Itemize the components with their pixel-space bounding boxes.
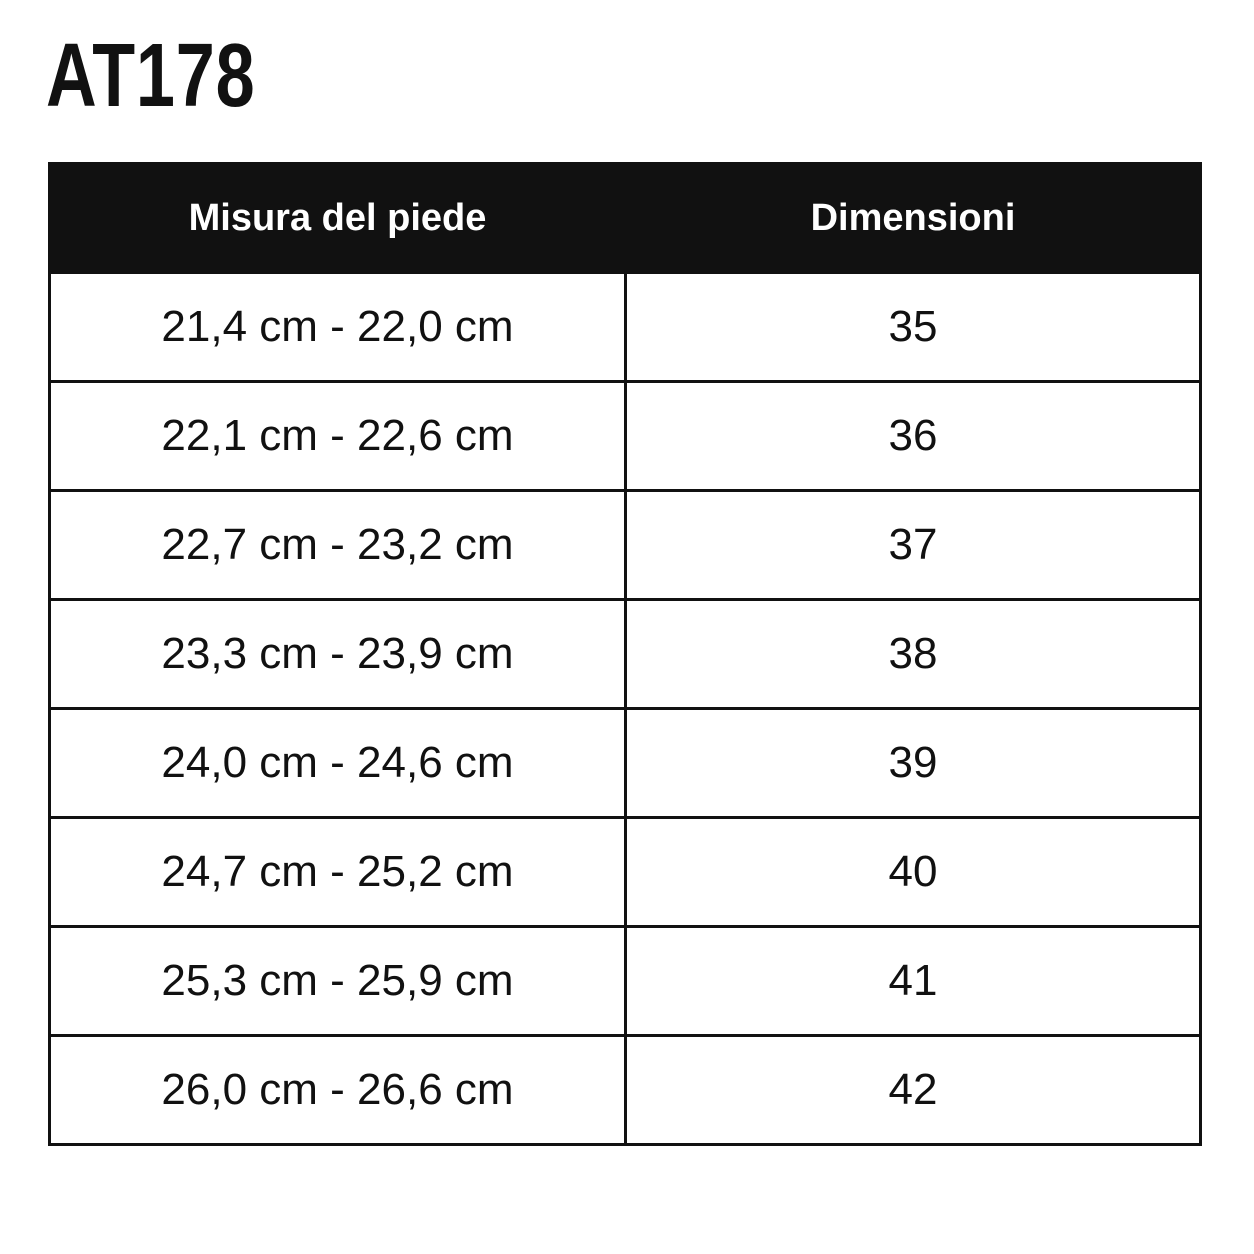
foot-measure-cell: 24,7 cm - 25,2 cm [50, 818, 626, 927]
foot-measure-cell: 26,0 cm - 26,6 cm [50, 1036, 626, 1145]
header-foot-measure: Misura del piede [50, 164, 626, 273]
foot-measure-cell: 22,1 cm - 22,6 cm [50, 382, 626, 491]
table-row [50, 382, 1201, 491]
size-table [48, 162, 1202, 1146]
table-row [50, 709, 1201, 818]
size-cell: 42 [626, 1036, 1201, 1145]
table-header [50, 164, 1201, 273]
foot-measure-cell: 24,0 cm - 24,6 cm [50, 709, 626, 818]
size-cell: 38 [626, 600, 1201, 709]
size-cell: 40 [626, 818, 1201, 927]
size-cell: 41 [626, 927, 1201, 1036]
size-cell: 36 [626, 382, 1201, 491]
table-body [50, 273, 1201, 1145]
foot-measure-cell: 23,3 cm - 23,9 cm [50, 600, 626, 709]
table-row [50, 600, 1201, 709]
foot-measure-cell: 25,3 cm - 25,9 cm [50, 927, 626, 1036]
table-row [50, 491, 1201, 600]
table-row [50, 818, 1201, 927]
table-row [50, 927, 1201, 1036]
page-title: AT178 [46, 26, 256, 126]
size-cell: 37 [626, 491, 1201, 600]
size-cell: 39 [626, 709, 1201, 818]
header-size: Dimensioni [626, 164, 1201, 273]
table-row [50, 273, 1201, 382]
size-cell: 35 [626, 273, 1201, 382]
foot-measure-cell: 22,7 cm - 23,2 cm [50, 491, 626, 600]
table-row [50, 1036, 1201, 1145]
foot-measure-cell: 21,4 cm - 22,0 cm [50, 273, 626, 382]
header-row [50, 164, 1201, 273]
